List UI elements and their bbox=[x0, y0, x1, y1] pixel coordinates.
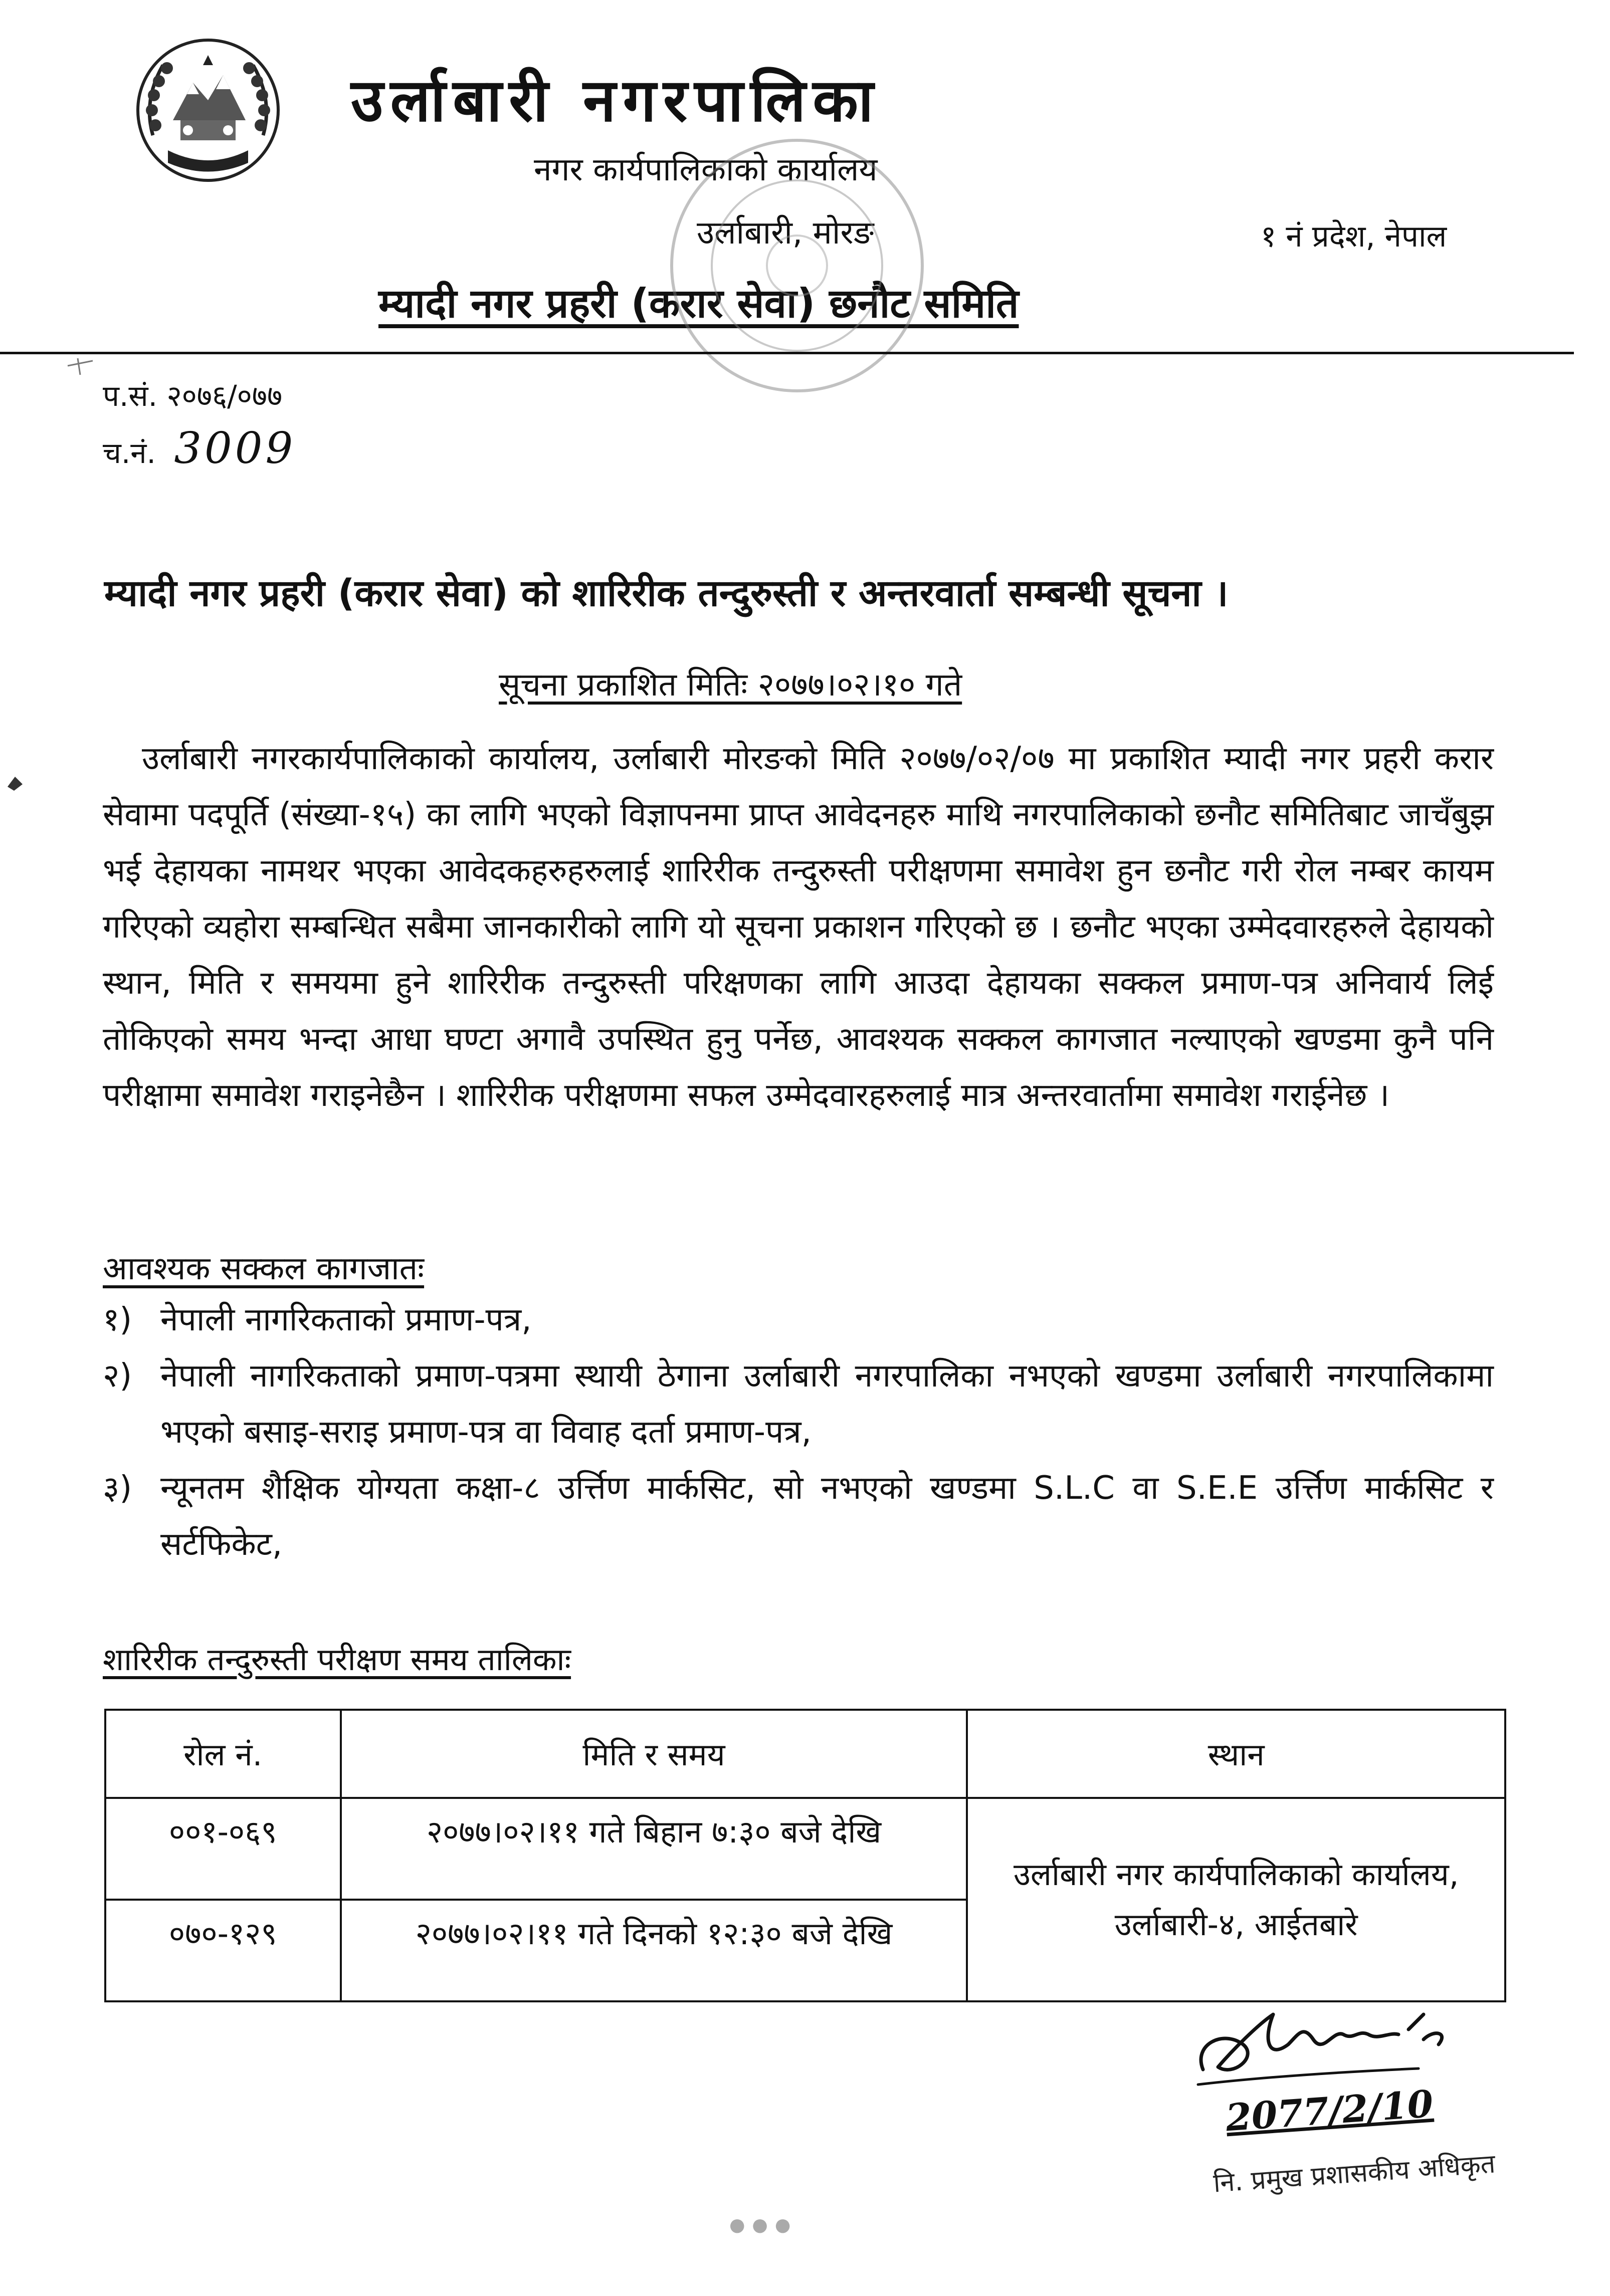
handwritten-signature bbox=[1188, 1984, 1469, 2095]
datetime-cell: २०७७।०२।११ गते बिहान ७:३० बजे देखि bbox=[341, 1798, 967, 1900]
column-header-location: स्थान bbox=[967, 1710, 1505, 1798]
roll-range-cell: ००१-०६९ bbox=[105, 1798, 341, 1900]
signature-date: 2077/2/10 bbox=[1224, 2082, 1435, 2140]
document-item-text: नेपाली नागरिकताको प्रमाण-पत्र, bbox=[160, 1301, 532, 1338]
ref-ps-value: २०७६/०७७ bbox=[166, 379, 283, 413]
required-documents-heading: आवश्यक सक्कल कागजातः bbox=[103, 1250, 425, 1287]
office-address: उर्लाबारी, मोरङ bbox=[697, 214, 874, 252]
header-divider bbox=[0, 352, 1574, 354]
document-item bbox=[103, 1292, 1494, 1348]
document-item bbox=[103, 1348, 1494, 1460]
location-cell bbox=[967, 1798, 1505, 2001]
province-label: १ नं प्रदेश, नेपाल bbox=[1261, 219, 1447, 254]
document-item-text: नेपाली नागरिकताको प्रमाण-पत्रमा स्थायी ठेगाना उर्लाबारी नगरपालिका नभएको खण्डमा उर्लाबारी नगरपालिकामा भएको बसाइ-सराइ प्रमाण-पत्र वा विवाह दर्ता प्रमाण-पत्र, bbox=[160, 1357, 1494, 1451]
ref-cn-value: 3009 bbox=[174, 423, 296, 474]
document-item bbox=[103, 1460, 1494, 1572]
document-item-number: १) bbox=[103, 1301, 132, 1338]
roll-range-cell: ०७०-१२९ bbox=[105, 1900, 341, 2001]
schedule-table bbox=[104, 1709, 1506, 2002]
notice-body: उर्लाबारी नगरकार्यपालिकाको कार्यालय, उर्लाबारी मोरङको मिति २०७७/०२/०७ मा प्रकाशित म्यादी नगर प्रहरी करार सेवामा पदपूर्ति (संख्या-१५) का लागि भएको विज्ञापनमा प्राप्त आवेदनहरु माथि नगरपालिकाको छनौट समितिबाट जाचँबुझ भई देहायका नामथर भएका आवेदकहरुहरुलाई शारिरीक तन्दुरुस्ती परीक्षणमा समावेश हुन छनौट गरी रोल नम्बर कायम गरिएको व्यहोरा सम्बन्धित सबैमा जानकारीको लागि यो सूचना प्रकाशन गरिएको छ । छनौट भएका उम्मेदवारहरुले देहायको स्थान, मिति र समयमा हुने शारिरीक तन्दुरुस्ती परिक्षणका लागि आउदा देहायका सक्कल प्रमाण-पत्र अनिवार्य लिई तोकिएको समय भन्दा आधा घण्टा अगावै उपस्थित हुनु पर्नेछ, आवश्यक सक्कल कागजात नल्याएको खण्डमा कुनै पनि परीक्षामा समावेश गराइनेछैन । शारिरीक परीक्षणमा सफल उम्मेदवारहरुलाई मात्र अन्तरवार्तामा समावेश गराईनेछ । bbox=[103, 740, 1494, 1114]
office-stamp-seal bbox=[642, 125, 952, 406]
notice-title: म्यादी नगर प्रहरी (करार सेवा) को शारिरीक तन्दुरुस्ती र अन्तरवार्ता सम्बन्धी सूचना । bbox=[104, 572, 1229, 615]
office-name-heading: उर्लाबारी नगरपालिका bbox=[351, 66, 881, 135]
scan-speck bbox=[65, 356, 95, 376]
table-header-row bbox=[105, 1710, 1505, 1798]
page-indicator: ●●● bbox=[729, 2215, 798, 2235]
reference-ps bbox=[103, 375, 282, 414]
government-emblem-logo bbox=[133, 35, 283, 185]
ref-ps-label: प.सं. bbox=[103, 379, 158, 413]
location-line-1: उर्लाबारी नगर कार्यपालिकाको कार्यालय, bbox=[1013, 1856, 1459, 1893]
committee-heading: म्यादी नगर प्रहरी (करार सेवा) छनौट समिति bbox=[378, 280, 1019, 327]
column-header-roll: रोल नं. bbox=[105, 1710, 341, 1798]
location-line-2: उर्लाबारी-४, आईतबारे bbox=[1114, 1906, 1358, 1943]
document-item-number: २) bbox=[103, 1357, 132, 1395]
column-header-datetime: मिति र समय bbox=[341, 1710, 967, 1798]
document-item-text: न्यूनतम शैक्षिक योग्यता कक्षा-८ उर्त्तिण मार्कसिट, सो नभएको खण्डमा S.L.C वा S.E.E उर्त्तिण मार्कसिट र सर्टफिकेट, bbox=[160, 1470, 1494, 1563]
schedule-heading: शारिरीक तन्दुरुस्ती परीक्षण समय तालिकाः bbox=[103, 1641, 571, 1678]
document-item-number: ३) bbox=[103, 1470, 132, 1507]
signatory-title: नि. प्रमुख प्रशासकीय अधिकृत bbox=[1212, 2149, 1497, 2199]
datetime-cell: २०७७।०२।११ गते दिनको १२:३० बजे देखि bbox=[341, 1900, 967, 2001]
ref-cn-label: च.नं. bbox=[103, 436, 156, 470]
publish-date: सूचना प्रकाशित मितिः २०७७।०२।१० गते bbox=[499, 666, 962, 704]
office-subtitle: नगर कार्यपालिकाको कार्यालय bbox=[534, 151, 878, 188]
table-row bbox=[105, 1798, 1505, 1900]
reference-cn bbox=[103, 423, 296, 474]
scan-speck bbox=[5, 772, 26, 793]
